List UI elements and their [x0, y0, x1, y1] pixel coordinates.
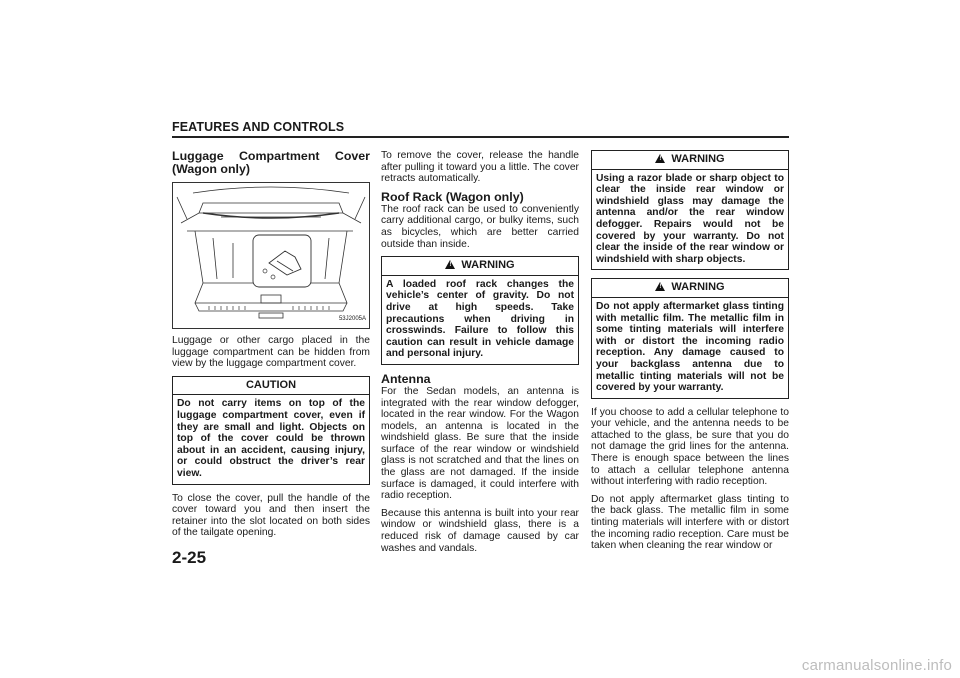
figure-code: 53J2005A	[338, 316, 366, 323]
watermark: carmanualsonline.info	[801, 657, 952, 674]
warning-box-tinting	[591, 278, 789, 398]
warning-text: A loaded roof rack changes the vehicle’s center of gravity. Do not drive at high speeds. Take precautions when driving in crosswinds. Failure to follow this caution can result in vehicle damage and personal injury.	[386, 278, 574, 360]
column-1	[172, 150, 370, 545]
paragraph: To remove the cover, release the handle after pulling it toward you a little. The cover retracts automatically.	[381, 150, 579, 185]
heading-luggage-cover: Luggage Compartment Cover (Wagon only)	[172, 149, 370, 176]
warning-box-roof	[381, 256, 579, 365]
heading-roof-rack: Roof Rack (Wagon only)	[381, 189, 524, 204]
heading-antenna: Antenna	[381, 371, 431, 386]
column-3	[591, 150, 789, 558]
luggage-compartment-illustration	[173, 183, 369, 328]
caution-text: Do not carry items on top of the luggage compartment cover, even if they are small and light. Objects on top of the cover could be thrown about in an accident, causing injury, or could obstruct the driver’s rear view.	[177, 398, 365, 479]
warning-triangle-icon: !	[445, 260, 455, 269]
warning-text: Do not apply aftermarket glass tinting with metallic film. The metallic film in some tinting materials will interfere with or distort the incoming radio reception. Any damage caused to your backglass antenna due to metallic tinting materials will not be covered by your warranty.	[596, 300, 784, 394]
warning-text: Using a razor blade or sharp object to clear the inside rear window or windshield glass may damage the antenna and/or the rear window defogger. Repairs would not be covered by your warranty. Do not clear the inside of the rear window or windshield with sharp objects.	[596, 172, 784, 265]
paragraph: Luggage or other cargo placed in the luggage compartment can be hidden from view by the luggage compartment cover.	[172, 335, 370, 370]
warning-title: WARNING	[671, 281, 725, 294]
caution-title: CAUTION	[173, 377, 369, 396]
caution-box	[172, 376, 370, 485]
paragraph: If you choose to add a cellular telephone to your vehicle, and the antenna needs to be attached to the glass, be sure that you do not damage the grid lines for the antenna. There is enough space between the lines to attach a cellular telephone antenna without interfering with radio reception.	[591, 406, 789, 488]
page-number: 2-25	[172, 548, 207, 567]
warning-title: WARNING	[671, 153, 725, 165]
header-rule	[172, 136, 789, 138]
warning-title: WARNING	[461, 259, 515, 272]
section-title: FEATURES AND CONTROLS	[172, 120, 345, 134]
warning-triangle-icon: !	[655, 154, 665, 163]
warning-triangle-icon: !	[655, 282, 665, 291]
paragraph: To close the cover, pull the handle of the cover toward you and then insert the retainer into the slot located on both sides of the tailgate opening.	[172, 492, 370, 539]
paragraph: For the Sedan models, an antenna is integrated with the rear window defogger, located in the rear window. For the Wagon models, an antenna is located in the windshield glass. Be sure that the inside surface of the rear window or windshield glass is not scratched and that the lines on the glass are not damaged. If the inside surface is damaged, it could interfere with radio reception.	[381, 385, 579, 502]
column-2	[381, 150, 579, 560]
paragraph: The roof rack can be used to conveniently carry additional cargo, or bulky items, such as bicycles, which are better carried outside than inside.	[381, 203, 579, 250]
luggage-cover-figure	[172, 182, 370, 329]
paragraph: Because this antenna is built into your rear window or windshield glass, there is a reduced risk of damage caused by car washes and vandals.	[381, 507, 579, 554]
warning-box-razor	[591, 150, 789, 270]
paragraph: Do not apply aftermarket glass tinting to the back glass. The metallic film in some tinting materials will interfere with or distort the incoming radio reception. Care must be taken when cleaning the rear window or	[591, 493, 789, 552]
